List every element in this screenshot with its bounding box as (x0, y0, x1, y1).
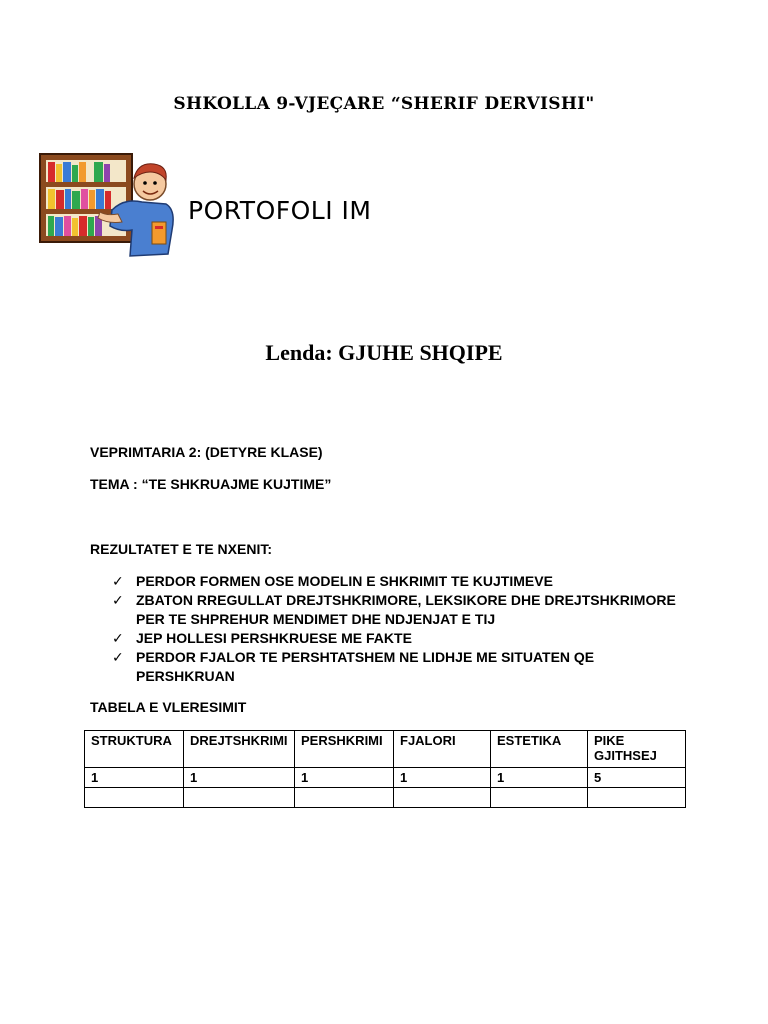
outcome-text: PERDOR FORMEN OSE MODELIN E SHKRIMIT TE KUJTIMEVE (136, 573, 553, 589)
checkmark-icon: ✓ (112, 630, 124, 646)
table-cell: 1 (491, 768, 588, 788)
outcomes-list (112, 572, 692, 686)
table-cell (85, 788, 184, 808)
bookshelf-boy-illustration (38, 150, 180, 262)
table-row (85, 768, 686, 788)
table-cell: 1 (295, 768, 394, 788)
table-cell: 1 (85, 768, 184, 788)
outcome-item (112, 591, 692, 629)
table-header-row (85, 731, 686, 768)
theme-label: TEMA : “TE SHKRUAJME KUJTIME” (90, 476, 332, 492)
table-header-cell: ESTETIKA (491, 731, 588, 768)
outcome-item (112, 648, 692, 686)
table-cell (588, 788, 686, 808)
evaluation-table (84, 730, 686, 808)
subject-heading: Lenda: GJUHE SHQIPE (265, 340, 503, 365)
checkmark-icon: ✓ (112, 592, 124, 608)
table-cell (394, 788, 491, 808)
table-cell (491, 788, 588, 808)
table-cell (295, 788, 394, 808)
table-row (85, 788, 686, 808)
outcome-text: ZBATON RREGULLAT DREJTSHKRIMORE, LEKSIKORE DHE DREJTSHKRIMORE PER TE SHPREHUR MENDIMET DHE NDJENJAT E TIJ (136, 592, 676, 627)
table-header-cell: STRUKTURA (85, 731, 184, 768)
table-cell: 1 (184, 768, 295, 788)
table-header-cell: FJALORI (394, 731, 491, 768)
checkmark-icon: ✓ (112, 649, 124, 665)
table-header-cell: DREJTSHKRIMI (184, 731, 295, 768)
outcome-text: JEP HOLLESI PERSHKRUESE ME FAKTE (136, 630, 412, 646)
outcomes-heading: REZULTATET E TE NXENIT: (90, 541, 272, 557)
table-cell (184, 788, 295, 808)
outcome-text: PERDOR FJALOR TE PERSHTATSHEM NE LIDHJE ME SITUATEN QE PERSHKRUAN (136, 649, 595, 684)
checkmark-icon: ✓ (112, 573, 124, 589)
outcome-item (112, 629, 692, 648)
activity-label: VEPRIMTARIA 2: (DETYRE KLASE) (90, 444, 323, 460)
table-header-cell: PIKE GJITHSEJ (588, 731, 686, 768)
table-cell: 5 (588, 768, 686, 788)
outcome-item (112, 572, 692, 591)
portfolio-title: PORTOFOLI IM (188, 196, 372, 225)
evaluation-table-heading: TABELA E VLERESIMIT (90, 699, 247, 715)
school-title: SHKOLLA 9-VJEÇARE “SHERIF DERVISHI" (173, 94, 595, 114)
table-header-cell: PERSHKRIMI (295, 731, 394, 768)
table-cell: 1 (394, 768, 491, 788)
